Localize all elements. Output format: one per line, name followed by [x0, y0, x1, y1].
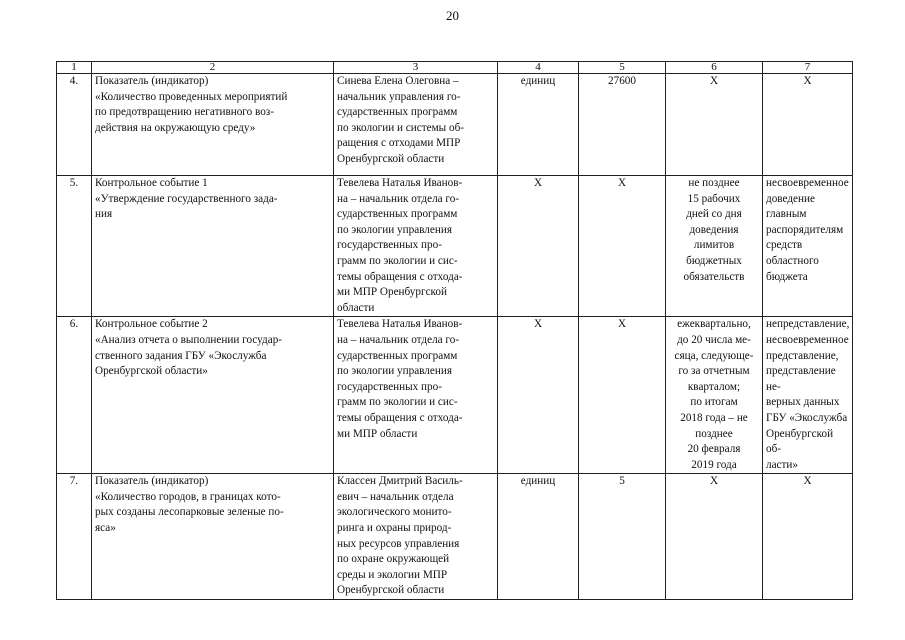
header-cell: 6: [666, 62, 763, 74]
header-cell: 4: [498, 62, 579, 74]
unit-cell: Х: [498, 317, 579, 474]
deadline-cell: Х: [666, 74, 763, 176]
measure-name: Показатель (индикатор) «Количество городов, в границах кото- рых созданы лесопарковые зеленые по- яса»: [92, 474, 334, 600]
table-header-row: [57, 62, 853, 74]
responsible-person: Тевелева Наталья Иванов- на – начальник отдела го- сударственных программ по экологии управления государственных про- грамм по экологии и сис- темы обращения с отхода- ми МПР области: [334, 317, 498, 474]
measure-name: Контрольное событие 1 «Утверждение государственного зада- ния: [92, 176, 334, 317]
value-cell: Х: [579, 317, 666, 474]
risk-cell: Х: [763, 74, 853, 176]
responsible-person: Классен Дмитрий Василь- евич – начальник отдела экологического монито- ринга и охраны природ- ных ресурсов управления по охране окружающей среды и экологии МПР Оренбургской области: [334, 474, 498, 600]
value-cell: 27600: [579, 74, 666, 176]
measure-name: Показатель (индикатор) «Количество проведенных мероприятий по предотвращению негативного воз- действия на окружающую среду»: [92, 74, 334, 176]
risk-cell: несвоевременное доведение главным распорядителям средств областного бюджета: [763, 176, 853, 317]
row-number: 4.: [57, 74, 92, 176]
header-cell: 7: [763, 62, 853, 74]
row-number: 5.: [57, 176, 92, 317]
value-cell: 5: [579, 474, 666, 600]
header-cell: 3: [334, 62, 498, 74]
value-cell: Х: [579, 176, 666, 317]
table-row: [57, 176, 853, 317]
unit-cell: единиц: [498, 74, 579, 176]
deadline-cell: не позднее 15 рабочих дней со дня доведения лимитов бюджетных обязательств: [666, 176, 763, 317]
deadline-cell: Х: [666, 474, 763, 600]
row-number: 7.: [57, 474, 92, 600]
page-number: 20: [446, 8, 459, 23]
responsible-person: Синева Елена Олеговна – начальник управления го- сударственных программ по экологии и системы об- ращения с отходами МПР Оренбургской области: [334, 74, 498, 176]
unit-cell: Х: [498, 176, 579, 317]
table-row: [57, 74, 853, 176]
deadline-cell: ежеквартально, до 20 числа ме- сяца, следующе- го за отчетным кварталом; по итогам 2018 года – не позднее 20 февраля 2019 года: [666, 317, 763, 474]
responsible-person: Тевелева Наталья Иванов- на – начальник отдела го- сударственных программ по экологии управления государственных про- грамм по экологии и сис- темы обращения с отхода- ми МПР Оренбургской области: [334, 176, 498, 317]
header-cell: 5: [579, 62, 666, 74]
header-cell: 2: [92, 62, 334, 74]
measure-name: Контрольное событие 2 «Анализ отчета о выполнении государ- ственного задания ГБУ «Экослужба Оренбургской области»: [92, 317, 334, 474]
risk-cell: Х: [763, 474, 853, 600]
table-row: [57, 474, 853, 600]
header-cell: 1: [57, 62, 92, 74]
row-number: 6.: [57, 317, 92, 474]
table-row: [57, 317, 853, 474]
risk-cell: непредставление, несвоевременное представление, представление не- верных данных ГБУ «Экослужба Оренбургской об- ласти»: [763, 317, 853, 474]
unit-cell: единиц: [498, 474, 579, 600]
plan-table: [56, 61, 853, 600]
